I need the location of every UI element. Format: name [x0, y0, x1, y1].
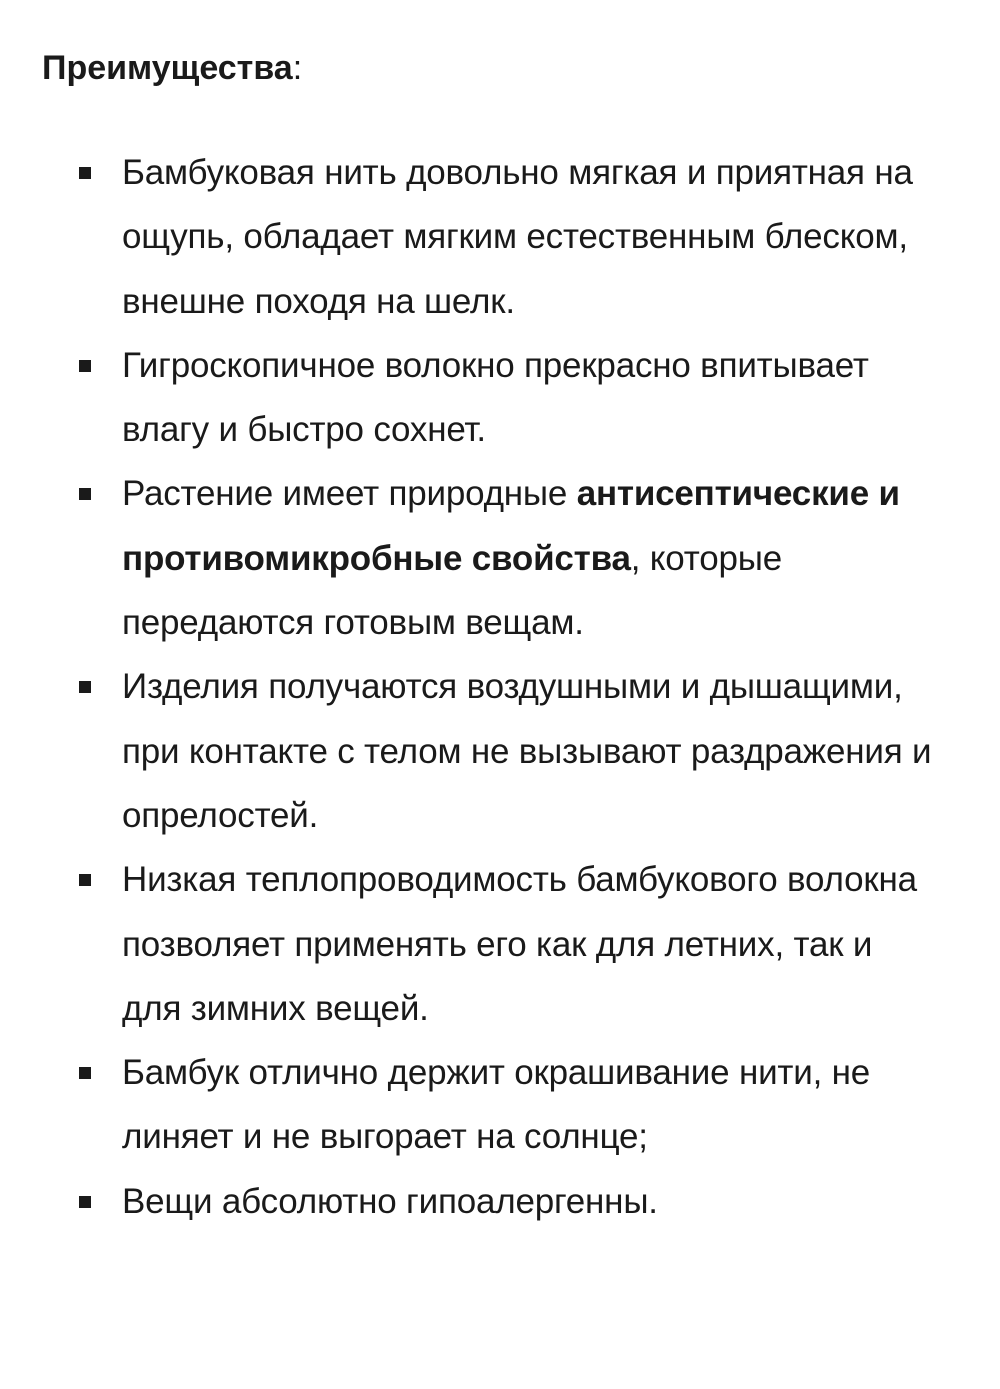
list-item-text: Гигроскопичное волокно прекрасно впитывает влагу и быстро сохнет.	[122, 345, 869, 450]
list-item-text: Бамбуковая нить довольно мягкая и приятная на ощупь, обладает мягким естественным блеском, внешне походя на шелк.	[122, 153, 913, 321]
advantages-list	[0, 141, 1000, 1234]
list-item-bold-text: антисептические и противомикробные свойства	[122, 474, 900, 578]
list-item	[0, 462, 937, 655]
square-bullet-icon	[79, 1067, 91, 1079]
list-item-text: Вещи абсолютно гипоалергенны.	[122, 1181, 658, 1221]
square-bullet-icon	[79, 681, 91, 693]
list-item	[0, 141, 937, 334]
square-bullet-icon	[79, 488, 91, 500]
list-item-text: Изделия получаются воздушными и дышащими, при контакте с телом не вызывают раздражения и опрелостей.	[122, 667, 932, 835]
list-item	[0, 1041, 937, 1170]
list-item-text: Растение имеет природные	[122, 474, 577, 514]
list-item-text: Бамбук отлично держит окрашивание нити, не линяет и не выгорает на солнце;	[122, 1053, 871, 1157]
list-item	[0, 848, 937, 1041]
square-bullet-icon	[79, 360, 91, 372]
square-bullet-icon	[79, 1196, 91, 1208]
heading-colon: :	[292, 49, 303, 87]
list-item-text: , которые передаются готовым вещам.	[122, 538, 782, 643]
section-heading	[42, 44, 302, 92]
list-item	[0, 1170, 937, 1234]
list-item-text: Низкая теплопроводимость бамбукового волокна позволяет применять его как для летних, так и для зимних вещей.	[122, 860, 917, 1028]
square-bullet-icon	[79, 167, 91, 179]
list-item	[0, 655, 937, 848]
list-item	[0, 334, 937, 463]
square-bullet-icon	[79, 874, 91, 886]
heading-label: Преимущества	[42, 49, 293, 87]
